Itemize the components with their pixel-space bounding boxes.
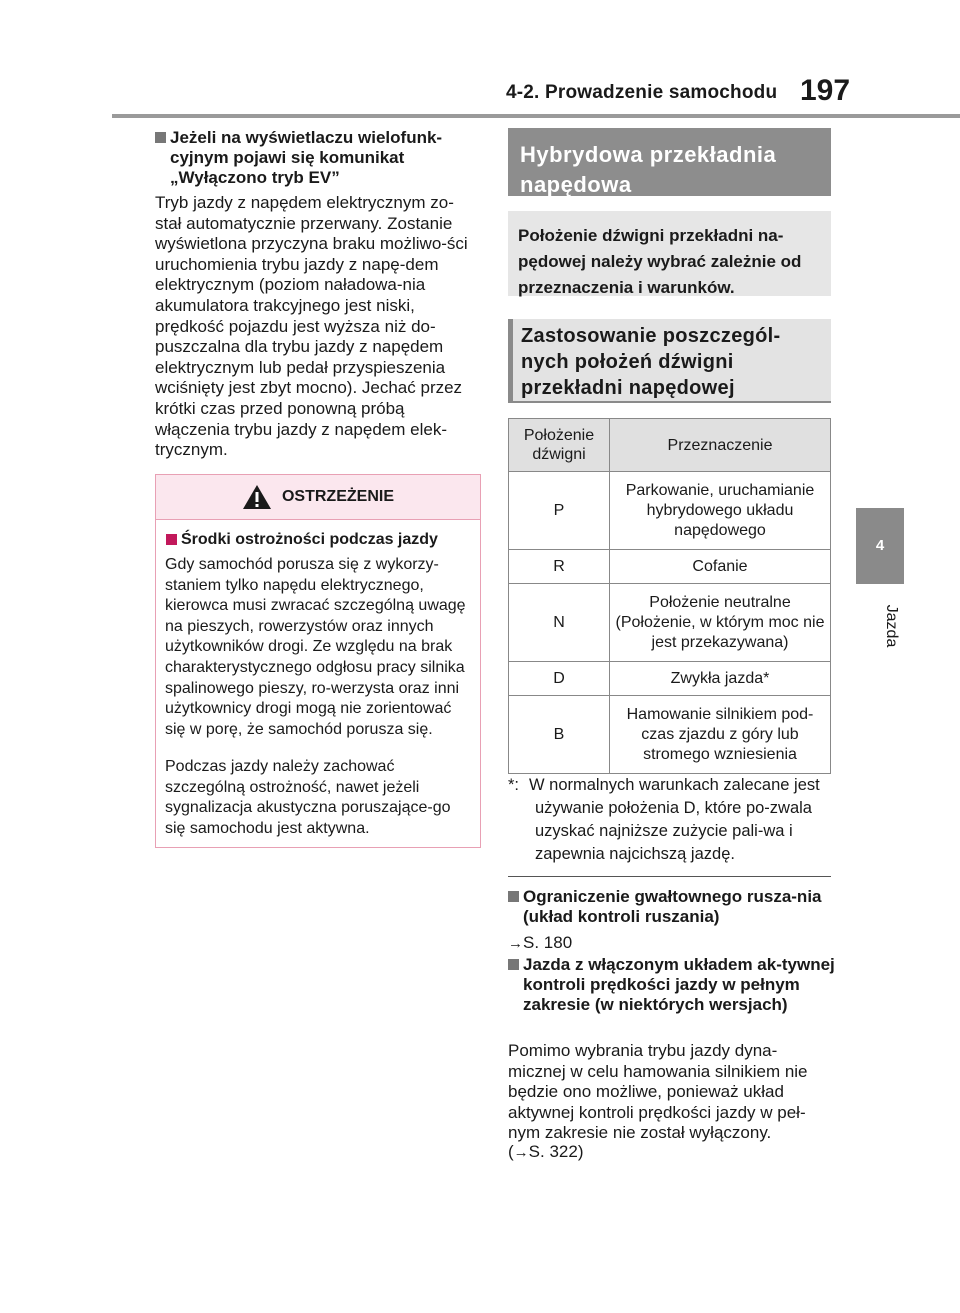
chapter-tab-rule — [856, 582, 904, 584]
warning-box — [155, 474, 481, 848]
square-bullet-icon — [155, 132, 166, 143]
table-row — [509, 584, 831, 662]
gear-cell: N — [509, 584, 610, 662]
subhead-start-control: Ograniczenie gwałtownego rusza-nia (układ kontroli ruszania) — [508, 887, 843, 927]
footnote — [508, 774, 838, 866]
page-reference[interactable]: →S. 180 — [508, 933, 573, 952]
lead-box: Położenie dźwigni przekładni na-pędowej należy wybrać zależnie od przeznaczenia i warunków. — [508, 211, 831, 296]
purpose-cell: Cofanie — [610, 550, 831, 584]
table-row — [509, 662, 831, 696]
warning-paragraph-1: Gdy samochód porusza się z wykorzy-staniem tylko napędu elektrycznego, kierowca musi zwracać szczególną uwagę na pieszych, rowerzystów oraz innych użytkowników drogi. Ze względu na brak charakterystycznego odgłosu pracy silnika spalinowego pieszy, ro-werzysta oraz inni użytkownicy drogi mogą nie zorientować się w porę, że samochód porusza się. — [165, 556, 466, 738]
warning-triangle-icon — [242, 484, 272, 510]
purpose-cell: Położenie neutralne (Położenie, w którym moc nie jest przekazywana) — [610, 584, 831, 662]
warning-header — [156, 475, 480, 520]
warning-title: OSTRZEŻENIE — [281, 488, 394, 505]
divider — [508, 876, 831, 877]
table-header-row — [509, 419, 831, 472]
table-row — [509, 472, 831, 550]
arrow-right-icon: → — [508, 935, 523, 952]
gear-cell: P — [509, 472, 610, 550]
subsection-title-box: Zastosowanie poszczegól-nych położeń dźwigni przekładni napędowej — [508, 319, 831, 403]
table-row — [509, 550, 831, 584]
square-bullet-icon — [508, 959, 519, 970]
col-header-gear: Położenie dźwigni — [509, 419, 610, 472]
square-bullet-icon — [166, 534, 177, 545]
subhead-ev-off: Jeżeli na wyświetlaczu wielofunk-cyjnym pojawi się komunikat „Wyłączono tryb EV” — [155, 128, 490, 188]
gear-cell: D — [509, 662, 610, 696]
paragraph-ev-off: Tryb jazdy z napędem elektrycznym zo-stał automatycznie przerwany. Zostanie wyświetlona przyczyna braku możliwo-ści uruchomienia trybu jazdy z napę-dem elektrycznym (poziom naładowa-nia akumulatora trakcyjnego jest niski, prędkość pojazdu jest wyższa niż do-puszczalna dla trybu jazdy z napędem elektrycznym lub pedał przyspieszenia wciśnięty jest zbyt mocno). Jechać przez krótki czas przed ponowną próbą włączenia trybu jazdy z napędem elek-trycznym. — [155, 193, 468, 460]
section-header: 4-2. Prowadzenie samochodu — [506, 82, 778, 103]
chapter-label: Jazda — [883, 604, 900, 648]
section-title-box: Hybrydowa przekładnia napędowa — [508, 128, 831, 196]
page-reference[interactable]: (→S. 322) — [508, 1142, 584, 1161]
footnote-text: W normalnych warunkach zalecane jest używanie położenia D, które po-zwala uzyskać najniższe zużycie pali-wa i zapewnia najcichszą jazdę. — [529, 776, 820, 863]
footnote-mark: *: — [508, 776, 520, 794]
page-number: 197 — [800, 74, 851, 107]
purpose-cell: Parkowanie, uruchamianie hybrydowego układu napędowego — [610, 472, 831, 550]
paragraph-cruise-control: Pomimo wybrania trybu jazdy dyna-micznej w celu hamowania silnikiem nie będzie ono możliwe, ponieważ układ aktywnej kontroli prędkości jazdy w peł-nym zakresie nie został wyłączony. — [508, 1041, 808, 1143]
warning-paragraph-2: Podczas jazdy należy zachować szczególną ostrożność, nawet jeżeli sygnalizacja akustyczna poruszające-go się samochodu jest aktywna. — [165, 758, 451, 837]
gear-cell: R — [509, 550, 610, 584]
table-row — [509, 696, 831, 774]
subhead-cruise-control: Jazda z włączonym układem ak-tywnej kontroli prędkości jazdy w pełnym zakresie (w niektórych wersjach) — [508, 955, 843, 1015]
gear-table — [508, 418, 831, 774]
purpose-cell: Hamowanie silnikiem pod-czas zjazdu z góry lub stromego wzniesienia — [610, 696, 831, 774]
chapter-tab: 4 — [856, 508, 904, 582]
col-header-purpose: Przeznaczenie — [610, 419, 831, 472]
warning-subhead: Środki ostrożności podczas jazdy — [166, 530, 481, 550]
header-rule — [112, 114, 960, 118]
gear-cell: B — [509, 696, 610, 774]
arrow-right-icon: → — [513, 1144, 529, 1161]
square-bullet-icon — [508, 891, 519, 902]
purpose-cell: Zwykła jazda* — [610, 662, 831, 696]
